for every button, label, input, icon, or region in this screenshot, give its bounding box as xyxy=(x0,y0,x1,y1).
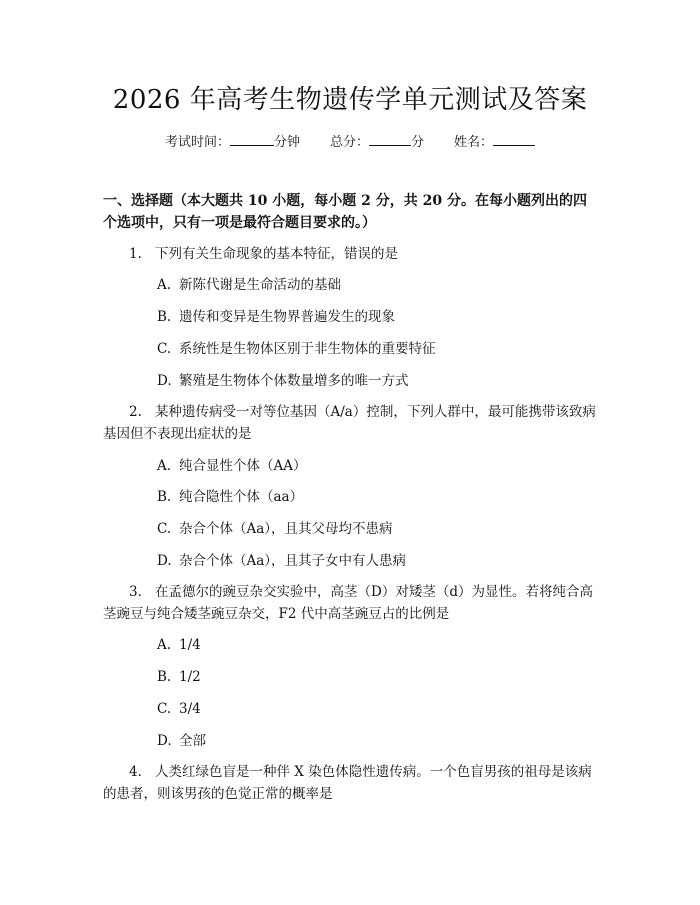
question-1-option-a xyxy=(157,274,341,296)
exam-name xyxy=(454,133,535,152)
option-text: 新陈代谢是生命活动的基础 xyxy=(179,277,341,293)
option-text: 3/4 xyxy=(179,701,201,717)
question-number: 4. xyxy=(129,764,142,780)
option-text: 繁殖是生物体个体数量增多的唯一方式 xyxy=(179,373,409,389)
question-text: 在孟德尔的豌豆杂交实验中，高茎（D）对矮茎（d）为显性。若将纯合高茎豌豆与纯合矮茎豌豆杂交，F2 代中高茎豌豆占的比例是 xyxy=(103,584,593,622)
question-3-option-a xyxy=(157,634,201,656)
question-2-option-c xyxy=(157,518,393,540)
option-text: 纯合隐性个体（aa） xyxy=(179,489,304,505)
option-text: 系统性是生物体区别于非生物体的重要特征 xyxy=(179,341,436,357)
option-text: 全部 xyxy=(179,733,206,749)
option-letter: A. xyxy=(157,637,172,653)
option-letter: B. xyxy=(157,489,172,505)
question-1-option-d xyxy=(157,370,409,392)
time-blank xyxy=(230,133,274,146)
question-number: 2. xyxy=(129,404,142,420)
question-3-option-c xyxy=(157,698,201,720)
option-text: 1/2 xyxy=(179,669,201,685)
option-letter: A. xyxy=(157,277,172,293)
option-text: 遗传和变异是生物界普遍发生的现象 xyxy=(179,309,395,325)
option-text: 杂合个体（Aa），且其父母均不患病 xyxy=(179,521,393,537)
exam-time xyxy=(165,133,300,152)
name-label: 姓名： xyxy=(454,135,494,150)
question-number: 1. xyxy=(129,246,142,262)
name-blank xyxy=(493,133,535,146)
option-text: 1/4 xyxy=(179,637,201,653)
option-letter: D. xyxy=(157,373,172,389)
question-3 xyxy=(103,581,603,625)
question-2-option-a xyxy=(157,455,307,477)
question-2 xyxy=(103,401,603,445)
option-letter: C. xyxy=(157,341,172,357)
option-letter: A. xyxy=(157,458,172,474)
question-text: 某种遗传病受一对等位基因（A/a）控制，下列人群中，最可能携带该致病基因但不表现出症状的是 xyxy=(103,404,596,442)
option-letter: B. xyxy=(157,309,172,325)
question-3-option-d xyxy=(157,730,206,752)
question-1-option-b xyxy=(157,306,395,328)
option-letter: B. xyxy=(157,669,172,685)
time-unit: 分钟 xyxy=(273,135,300,150)
option-letter: C. xyxy=(157,521,172,537)
section-heading: 一、选择题（本大题共 10 小题，每小题 2 分，共 20 分。在每小题列出的四个选项中，只有一项是最符合题目要求的。） xyxy=(103,193,587,231)
exam-meta xyxy=(0,133,700,152)
time-label: 考试时间： xyxy=(164,135,230,150)
question-text: 人类红绿色盲是一种伴 X 染色体隐性遗传病。一个色盲男孩的祖母是该病的患者，则该男孩的色觉正常的概率是 xyxy=(103,764,592,802)
option-letter: D. xyxy=(157,733,172,749)
question-1-option-c xyxy=(157,338,436,360)
question-text: 下列有关生命现象的基本特征，错误的是 xyxy=(155,246,398,262)
question-2-option-d xyxy=(157,550,406,572)
question-4 xyxy=(103,761,603,805)
option-letter: C. xyxy=(157,701,172,717)
score-unit: 分 xyxy=(411,135,425,150)
exam-score xyxy=(330,133,424,152)
option-text: 杂合个体（Aa），且其子女中有人患病 xyxy=(179,553,407,569)
question-1 xyxy=(103,243,603,265)
page-title: 2026 年高考生物遗传学单元测试及答案 xyxy=(112,85,588,115)
question-2-option-b xyxy=(157,486,303,508)
score-blank xyxy=(369,133,411,146)
option-text: 纯合显性个体（AA） xyxy=(179,458,307,474)
score-label: 总分： xyxy=(329,135,369,150)
option-letter: D. xyxy=(157,553,172,569)
question-3-option-b xyxy=(157,666,201,688)
question-number: 3. xyxy=(129,584,142,600)
